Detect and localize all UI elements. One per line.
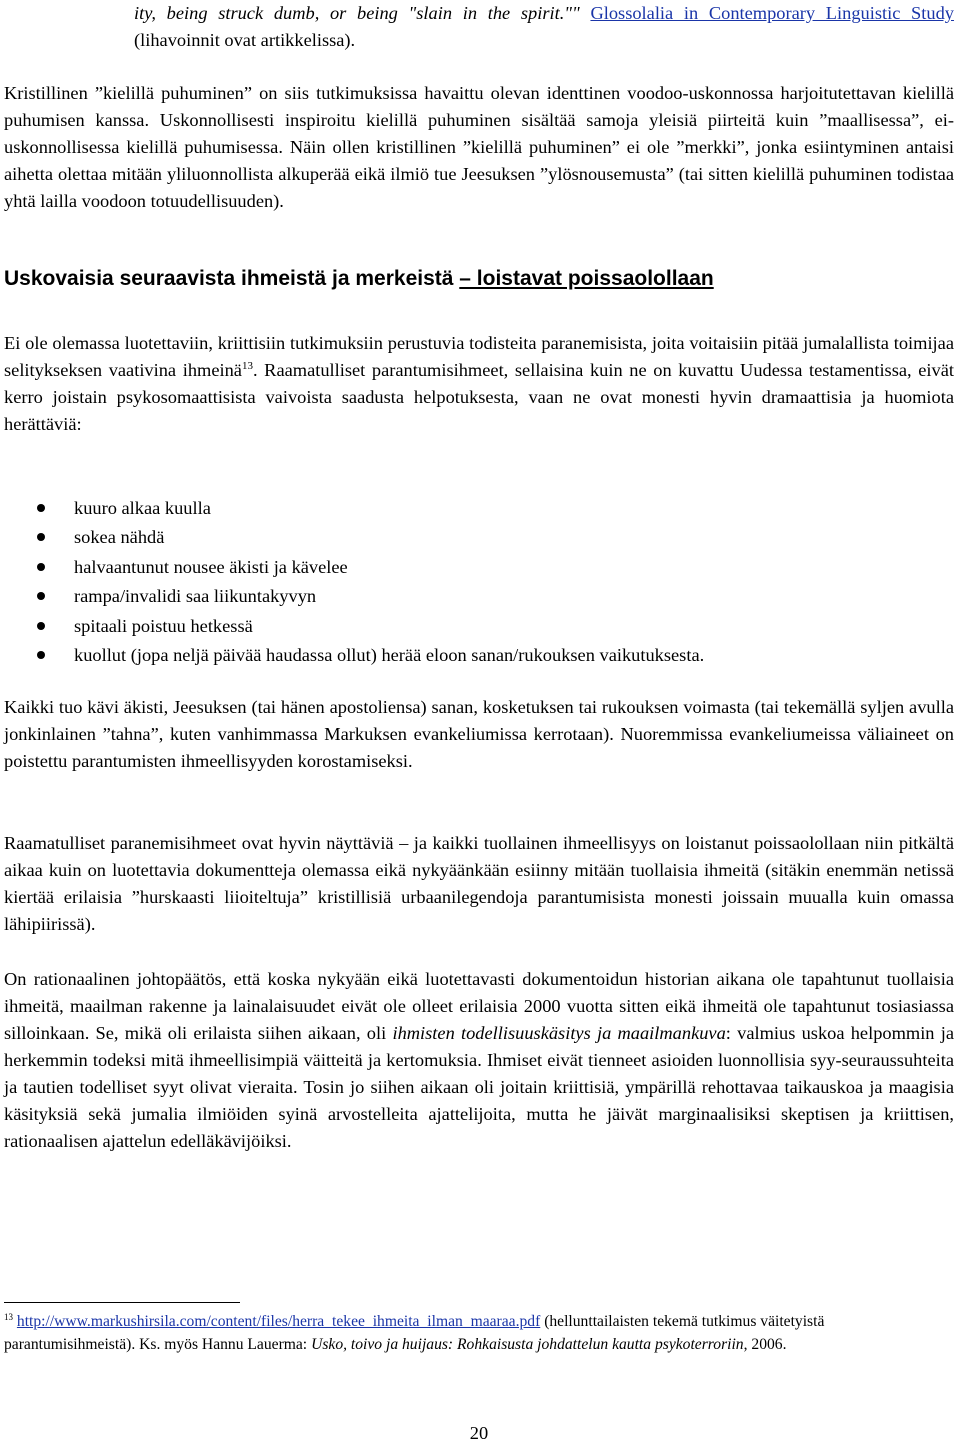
para5-text-after: : valmius uskoa helpommin ja herkemmin todeksi mitä ihmeellisimpiä väitteitä ja kertomuksia. Ihmiset eivät tienneet asioiden luonnollisia syy-seuraussuhteita ja tautien todelliset syyt olivat vieraita. Tosin jo siihen aikaan oli joitain kriittisiä, ympärillä rehottavaa taikauskoa ja maagisia käsityksiä sekä jumalia ilmiöiden syinä arvostelleita ajattelijoita, mutta he jäivät marginaalisiksi skeptisen ja kriittisen, rationaalisen ajattelun edelläkävijöiksi. [4,1023,955,1151]
bullet-dot-icon [37,504,45,512]
section-heading [4,264,714,294]
footnote-text: (hellunttailaisten tekemä tutkimus väitetyistä parantumisihmeistä). Ks. myös Hannu Lauerma: [4,1313,825,1353]
heading-main: Uskovaisia seuraavista ihmeistä ja merkeistä [4,267,454,290]
lead-note: (lihavoinnit ovat artikkelissa). [134,30,356,50]
bullet-dot-icon [37,592,45,600]
footnote-ref[interactable]: 13 [241,359,253,372]
paragraph-healing-evidence [4,330,954,438]
miracle-list [4,494,704,670]
paragraph-conclusion [4,966,954,1155]
list-item [4,553,704,582]
lead-quote: ity, being struck dumb, or being "slain in the spirit."" [134,3,580,23]
list-item-text: sokea nähdä [74,527,165,548]
bullet-dot-icon [37,563,45,571]
list-item [4,641,704,670]
list-item [4,612,704,641]
paragraph-voodoo: Kristillinen ”kielillä puhuminen” on siis tutkimuksissa havaittu olevan identtinen voodoo-uskonnossa harjoitutettavan kielillä puhumisen kanssa. Uskonnollisesti inspiroitu kielillä puhuminen sisältää samoja yleisiä piirteitä kuin ”maallisessa”, ei-uskonnollisessa kielillä puhumisessa. Näin ollen kristillinen ”kielillä puhuminen” ei ole ”merkki”, jonka esiintyminen antaisi aihetta olettaa mitään yliluonnollista alkuperää eikä ilmiö tue Jeesuksen ”ylösnousemusta” (tai sitten kielillä puhuminen todistaa yhtä lailla voodoon totuudellisuuden). [4,83,954,211]
bullet-dot-icon [37,651,45,659]
list-item-text: halvaantunut nousee äkisti ja kävelee [74,556,348,577]
page-number: 20 [469,1423,489,1443]
list-item-text: kuuro alkaa kuulla [74,498,211,518]
para5-text-before: On rationaalinen johtopäätös, että koska nykyään eikä luotettavasti dokumentoidun historian aikana ole tapahtunut tuollaisia ihmeitä, maailman rakenne ja lainalaisuudet eivät ole olleet erilaisia 2000 vuotta sitten eikä ihmeitä ole tapahtunut tosiasiassa silloinkaan. Se, mikä oli erilaista siihen aikaan, oli [4,969,954,1043]
para5-italic: ihmisten todellisuuskäsitys ja maailmankuva [392,1023,726,1043]
paragraph-jesus-healing: Kaikki tuo kävi äkisti, Jeesuksen (tai hänen apostoliensa) sanan, kosketuksen tai rukouksen voimasta (tai tekemällä syljen avulla jonkinlainen ”tahna”, kuten vanhimmassa Markuksen evankeliumissa kerrotaan). Nuoremmissa evankeliumeissa väliaineet on poistettu parantumisten ihmeellisyyden korostamiseksi. [4,697,954,771]
lead-paragraph [134,0,954,54]
glossolalia-link[interactable]: Glossolalia in Contemporary Linguistic Study [590,3,954,23]
para2-text-before: Ei ole olemassa luotettaviin, kriittisiin tutkimuksiin perustuvia todisteita paranemisista, joita voitaisiin pitää jumalallista toimijaa selitykseksen vaativina ihmeinä [4,333,954,380]
list-item-text: kuollut (jopa neljä päivää haudassa ollut) herää eloon sanan/rukouksen vaikutuksesta. [74,644,705,665]
para2-text-after: . Raamatulliset parantumisihmeet, sellaisina kuin ne on kuvattu Uudessa testamentissa, eivät kerro joistain psykosomaattisista vaivoista saadusta helpotuksesta, vaan ne ovat monesti hyvin dramaattisia ja huomiota herättäviä: [4,360,954,434]
list-item-text: rampa/invalidi saa liikuntakyvyn [74,586,317,607]
footnote [4,1310,954,1356]
footnote-link[interactable]: http://www.markushirsila.com/content/files/herra_tekee_ihmeita_ilman_maaraa.pdf [16,1313,541,1330]
list-item-text: spitaali poistuu hetkessä [74,615,253,636]
list-item [4,523,704,552]
heading-underlined: – loistavat poissaolollaan [459,267,714,290]
bullet-dot-icon [37,622,45,630]
list-item [4,582,704,611]
paragraph-absence: Raamatulliset paranemisihmeet ovat hyvin näyttäviä – ja kaikki tuollainen ihmeellisyys on loistanut poissaolollaan niin pitkältä aikaa kuin on luotettavia dokumentteja olemassa eikä nykyäänkään esiinny mitään tuollaisia ihmeitä (sitäkin enemmän netissä kiertää erilaisia ”hurskaasti liioiteltuja” kristillisiä urbaanilegendoja parantumisista monesti joissain muualla kuin omassa lähipiirissä). [4,833,954,934]
footnote-book-title: Usko, toivo ja huijaus: Rohkaisusta johdattelun kautta psykoterroriin [311,1336,744,1353]
bullet-dot-icon [37,533,45,541]
list-item [4,494,704,523]
footnote-number: 13 [4,1311,13,1322]
footnote-separator [4,1302,240,1303]
footnote-year: , 2006. [743,1336,787,1353]
